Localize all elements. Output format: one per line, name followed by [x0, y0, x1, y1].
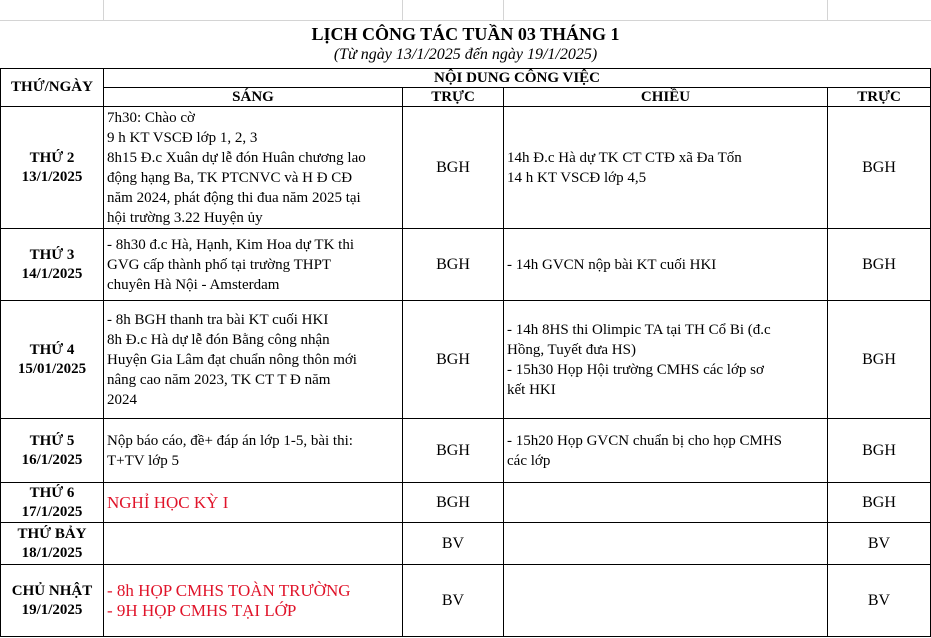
day-cell [1, 523, 103, 564]
gridline [103, 0, 104, 20]
afternoon-cell [504, 565, 827, 636]
day-cell [1, 565, 103, 636]
date-label: 17/1/2025 [21, 503, 83, 520]
page-subtitle: (Từ ngày 13/1/2025 đến ngày 19/1/2025) [333, 46, 598, 63]
day-cell [1, 229, 103, 300]
day-cell [1, 419, 103, 482]
task-line: - 8h HỌP CMHS TOÀN TRƯỜNG [107, 580, 351, 600]
day-cell [1, 107, 103, 228]
task-line: 7h30: Chào cờ [107, 109, 195, 126]
date-label: 14/1/2025 [21, 265, 83, 282]
morning-cell [104, 301, 402, 418]
duty-cell: BV [867, 591, 891, 609]
duty-cell: BGH [862, 255, 896, 273]
gridline [0, 20, 931, 21]
morning-cell [104, 229, 402, 300]
duty-cell: BV [867, 534, 891, 552]
task-line: 8h15 Đ.c Xuân dự lễ đón Huân chương lao [107, 149, 366, 166]
task-line: - 14h GVCN nộp bài KT cuối HKI [507, 256, 717, 273]
day-label: THỨ 2 [29, 149, 75, 166]
afternoon-cell [504, 419, 827, 482]
afternoon-cell [504, 483, 827, 522]
task-line: - 9H HỌP CMHS TẠI LỚP [107, 600, 297, 620]
column-header-afternoon: CHIỀU [640, 89, 691, 105]
duty-cell: BGH [436, 441, 470, 459]
morning-cell [104, 565, 402, 636]
task-line: năm 2024, phát động thi đua năm 2025 tại [107, 189, 361, 206]
task-line: NGHỈ HỌC KỲ I [107, 492, 229, 512]
task-line: 2024 [107, 391, 137, 408]
day-label: THỨ 4 [29, 341, 75, 358]
date-label: 19/1/2025 [21, 601, 83, 618]
day-label: THỨ 3 [29, 246, 75, 263]
task-line: - 15h30 Họp Hội trường CMHS các lớp sơ [507, 361, 764, 378]
task-line: các lớp [507, 452, 551, 469]
column-header-morning: SÁNG [232, 89, 274, 105]
task-line: - 14h 8HS thi Olimpic TA tại TH Cổ Bi (đ.c [507, 321, 771, 338]
duty-cell: BGH [862, 350, 896, 368]
duty-cell: BV [441, 591, 465, 609]
task-line: 9 h KT VSCĐ lớp 1, 2, 3 [107, 129, 258, 146]
duty-cell: BGH [436, 350, 470, 368]
column-header-duty-afternoon: TRỰC [857, 89, 901, 105]
duty-cell: BGH [862, 441, 896, 459]
task-line: Nộp báo cáo, đề+ đáp án lớp 1-5, bài thi: [107, 432, 353, 449]
duty-cell: BGH [862, 158, 896, 176]
gridline [402, 0, 403, 20]
task-line: hội trường 3.22 Huyện ủy [107, 209, 263, 226]
column-header-duty-morning: TRỰC [431, 89, 475, 105]
task-line: - 8h30 đ.c Hà, Hạnh, Kim Hoa dự TK thi [107, 236, 354, 253]
column-header-day: THỨ/NGÀY [11, 79, 93, 95]
morning-cell [104, 523, 402, 564]
task-line: kết HKI [507, 381, 556, 398]
task-line: GVG cấp thành phố tại trường THPT [107, 256, 332, 273]
date-label: 16/1/2025 [21, 451, 83, 468]
page-title: LỊCH CÔNG TÁC TUẦN 03 THÁNG 1 [311, 24, 620, 44]
gridline [503, 0, 504, 20]
task-line: - 8h BGH thanh tra bài KT cuối HKI [107, 311, 329, 328]
task-line: động hạng Ba, TK PTCNVC và H Đ CĐ [107, 169, 353, 186]
day-cell [1, 483, 103, 522]
task-line: 14 h KT VSCĐ lớp 4,5 [507, 169, 647, 186]
task-line: 14h Đ.c Hà dự TK CT CTĐ xã Đa Tốn [507, 149, 742, 166]
date-label: 15/01/2025 [17, 360, 87, 377]
day-label: THỨ 5 [29, 432, 75, 449]
afternoon-cell [504, 229, 827, 300]
task-line: nâng cao năm 2023, TK CT T Đ năm [107, 371, 331, 388]
morning-cell [104, 483, 402, 522]
task-line: T+TV lớp 5 [107, 452, 179, 469]
task-line: Hồng, Tuyết đưa HS) [507, 341, 636, 358]
morning-cell [104, 419, 402, 482]
afternoon-cell [504, 301, 827, 418]
task-line: 8h Đ.c Hà dự lễ đón Bằng công nhận [107, 331, 330, 348]
duty-cell: BGH [436, 158, 470, 176]
duty-cell: BV [441, 534, 465, 552]
date-label: 13/1/2025 [21, 168, 83, 185]
day-cell [1, 301, 103, 418]
duty-cell: BGH [436, 493, 470, 511]
duty-cell: BGH [436, 255, 470, 273]
task-line: Huyện Gia Lâm đạt chuẩn nông thôn mới [107, 351, 357, 368]
column-header-content: NỘI DUNG CÔNG VIỆC [434, 70, 600, 86]
day-label: CHỦ NHẬT [11, 582, 93, 599]
afternoon-cell [504, 523, 827, 564]
task-line: chuyên Hà Nội - Amsterdam [107, 276, 280, 293]
date-label: 18/1/2025 [21, 544, 83, 561]
day-label: THỨ BẢY [17, 525, 87, 542]
gridline [827, 0, 828, 20]
afternoon-cell [504, 107, 827, 228]
day-label: THỨ 6 [29, 484, 75, 501]
duty-cell: BGH [862, 493, 896, 511]
task-line: - 15h20 Họp GVCN chuẩn bị cho họp CMHS [507, 432, 782, 449]
morning-cell [104, 107, 402, 228]
